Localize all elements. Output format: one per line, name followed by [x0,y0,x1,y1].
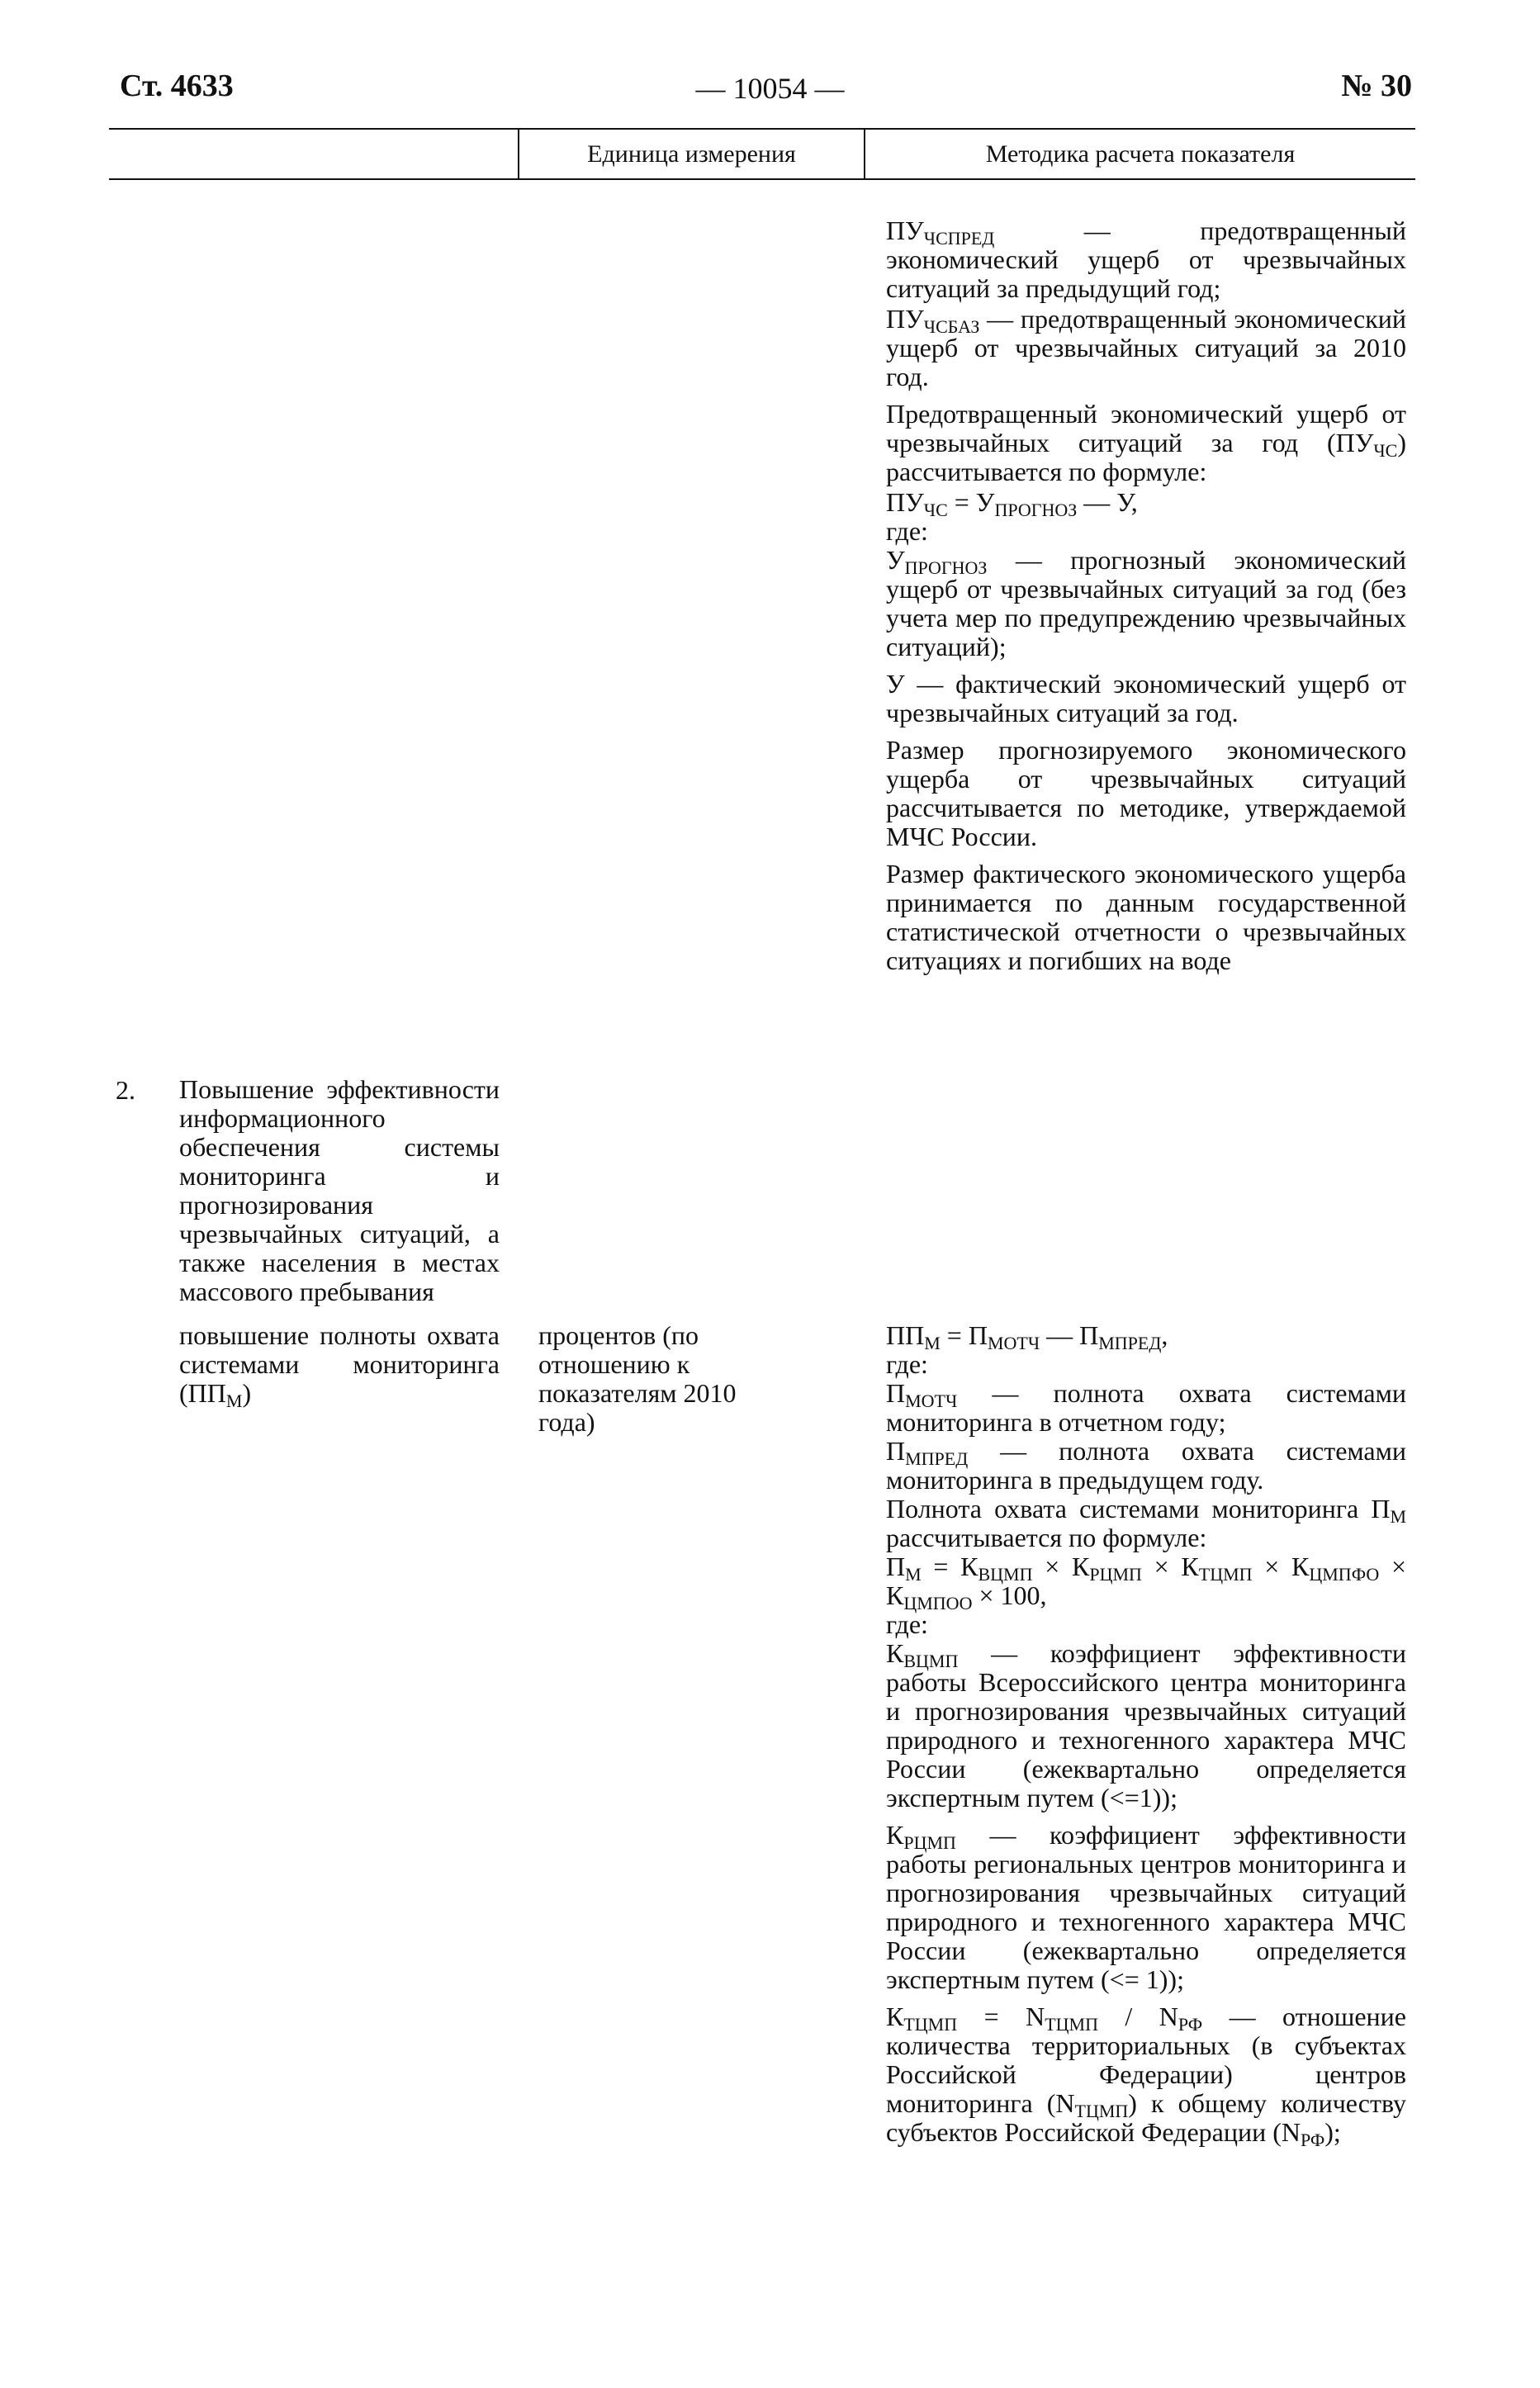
def-k-tcmp: $К_{ТЦМП} = N_{ТЦМП} / N_{РФ}$ — отношение количества территориальных (в субъектах Российской Федерации) центров мониторинга $(N_{ТЦМП})$ к общему количеству субъектов Российской Федерации $(N_{РФ})$; [886,2002,1407,2150]
def-p-motch: $П_{МОТЧ}$ — полнота охвата системами мониторинга в отчетном году; [886,1378,1406,1437]
formula-pu-chs: $ПУ_{ЧС} = У_{ПРОГНОЗ}$ — У, [886,487,1138,520]
row-number: 2. [116,1075,135,1105]
page-number: — 10054 — [695,72,845,105]
where-label-2: где: [886,1349,928,1379]
issue-number: № 30 [1341,69,1412,103]
text-p-m-formula-intro: Полнота охвата системами мониторинга $П_М$ рассчитывается по формуле: [886,1494,1406,1552]
indicator-name: повышение полноты охвата системами мониторинга $(ПП_М)$ [179,1320,500,1411]
formula-p-m: $П_М = К_{ВЦМП} \times К_{РЦМП} \times К_{ТЦМП} \times К_{ЦМПФО} \times К_{ЦМПОО} \times 100$, [886,1552,1406,1613]
where-label: где: [886,516,928,546]
text-actual-damage: Размер фактического экономического ущерба принимается по данным государственной статистической отчетности о чрезвычайных ситуациях и погибших на воде [886,859,1406,975]
def-k-rcmp: $К_{РЦМП}$ — коэффициент эффективности работы региональных центров мониторинга и прогнозирования чрезвычайных ситуаций природного и техногенного характера МЧС России (ежеквартально определяется экспертным путем (<= 1)); [886,1820,1406,1994]
column-header-unit: Единица измерения [587,140,796,168]
text-pu-chs-formula-intro: Предотвращенный экономический ущерб от чрезвычайных ситуаций за год $(ПУ_{ЧС})$ рассчитывается по формуле: [886,399,1406,486]
column-header-method: Методика расчета показателя [985,140,1296,168]
formula-pp-m: $ПП_М = П_{МОТЧ}$ — $П_{МПРЕД}$, [886,1320,1168,1353]
def-pu-chsbaz: $ПУ_{ЧСБАЗ}$ — предотвращенный экономический ущерб от чрезвычайных ситуаций за 2010 год. [886,304,1406,391]
def-k-vcmp: $К_{ВЦМП}$ — коэффициент эффективности работы Всероссийского центра мониторинга и прогнозирования чрезвычайных ситуаций природного и техногенного характера МЧС России (ежеквартально определяется экспертным путем (<=1)); [886,1638,1406,1812]
text-forecast-damage: Размер прогнозируемого экономического ущерба от чрезвычайных ситуаций рассчитывается по методике, утверждаемой МЧС России. [886,735,1406,851]
table-header-bottom-rule [109,178,1415,180]
def-pu-chspred: $ПУ_{ЧСПРЕД}$ — предотвращенный экономический ущерб от чрезвычайных ситуаций за предыдущий год; [886,216,1406,303]
methodology-block-1 [886,216,1406,983]
indicator-unit: процентов (по отношению к показателям 2010 года) [538,1320,737,1437]
row-title: Повышение эффективности информационного обеспечения системы мониторинга и прогнозирования чрезвычайных ситуаций, а также населения в местах массового пребывания [179,1074,500,1306]
page-article-number: Ст. 4633 [120,69,234,103]
def-u-actual: У — фактический экономический ущерб от чрезвычайных ситуаций за год. [886,669,1406,727]
methodology-block-2 [886,1321,1406,2155]
table-top-rule [109,128,1415,130]
def-p-mpred: $П_{МПРЕД}$ — полнота охвата системами мониторинга в предыдущем году. [886,1436,1406,1495]
def-u-prognoz: $У_{ПРОГНОЗ}$ — прогнозный экономический ущерб от чрезвычайных ситуаций за год (без учета мер по предупреждению чрезвычайных ситуаций); [886,545,1406,661]
where-label-3: где: [886,1609,928,1639]
